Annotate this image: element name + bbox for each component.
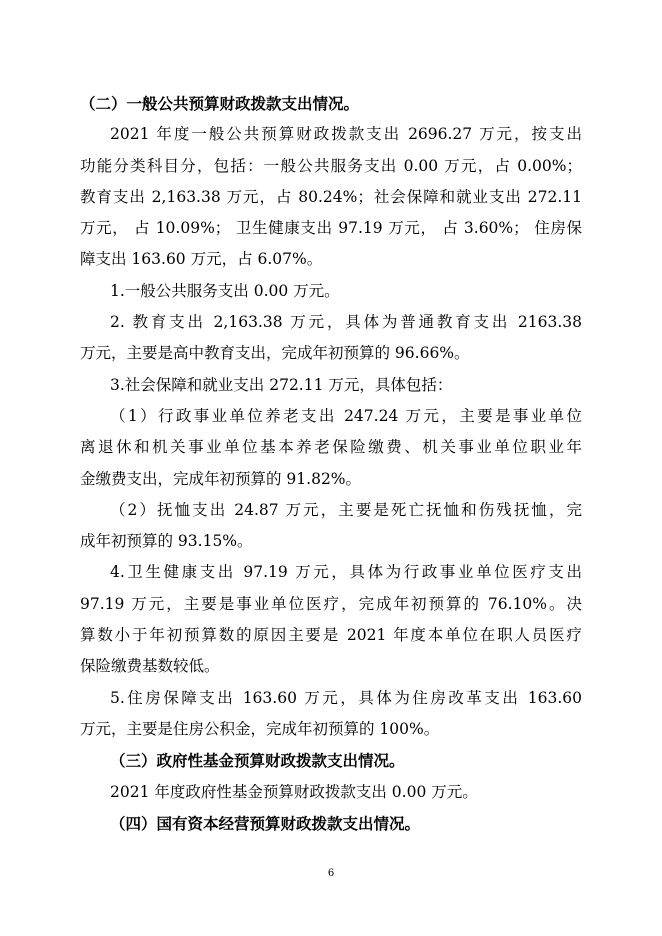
item-health bbox=[80, 557, 582, 682]
text-line: 2. 教育支出 2,163.38 万元，具体为普通教育支出 2163.38 bbox=[110, 313, 582, 332]
text-line: 4.卫生健康支出 97.19 万元，具体为行政事业单位医疗支出 bbox=[110, 563, 582, 582]
text-line: 万元，主要是高中教育支出，完成年初预算的 96.66%。 bbox=[80, 344, 470, 363]
section-heading-state-capital-expenditure: （四）国有资本经营预算财政拨款支出情况。 bbox=[110, 813, 421, 833]
text-line: 万元，主要是住房公积金，完成年初预算的 100%。 bbox=[80, 719, 440, 738]
paragraph-general-budget-summary bbox=[80, 119, 582, 275]
page-number: 6 bbox=[327, 868, 335, 879]
item-social-security: 3.社会保障和就业支出 272.11 万元，具体包括： bbox=[110, 375, 453, 394]
text-line: 保险缴费基数较低。 bbox=[80, 657, 220, 676]
text-line: 成年初预算的 93.15%。 bbox=[80, 532, 253, 551]
text-line: 金缴费支出，完成年初预算的 91.82%。 bbox=[80, 469, 362, 488]
section-heading-general-budget-expenditure: （二）一般公共预算财政拨款支出情况。 bbox=[80, 94, 360, 113]
item-education bbox=[80, 307, 582, 370]
text-line: 算数小于年初预算数的原因主要是 2021 年度本单位在职人员医疗 bbox=[80, 626, 582, 645]
text-line: 离退休和机关事业单位基本养老保险缴费、机关事业单位职业年 bbox=[80, 438, 582, 457]
paragraph-government-fund: 2021 年度政府性基金预算财政拨款支出 0.00 万元。 bbox=[110, 782, 478, 801]
text-line: 2021 年度一般公共预算财政拨款支出 2696.27 万元，按支出 bbox=[110, 125, 582, 144]
document-body bbox=[80, 88, 582, 839]
text-line: （2）抚恤支出 24.87 万元，主要是死亡抚恤和伤残抚恤，完 bbox=[110, 500, 582, 519]
text-line: 障支出 163.60 万元，占 6.07%。 bbox=[80, 250, 323, 269]
text-line: 97.19 万元，主要是事业单位医疗，完成年初预算的 76.10%。决 bbox=[80, 594, 582, 613]
text-line: （1）行政事业单位养老支出 247.24 万元，主要是事业单位 bbox=[110, 406, 582, 425]
subitem-pension bbox=[80, 401, 582, 495]
text-line: 万元， 占 10.09%； 卫生健康支出 97.19 万元， 占 3.60%； 住房保 bbox=[80, 219, 582, 238]
section-heading-government-fund-expenditure: （三）政府性基金预算财政拨款支出情况。 bbox=[110, 751, 405, 771]
text-line: 5.住房保障支出 163.60 万元，具体为住房改革支出 163.60 bbox=[110, 688, 582, 707]
text-line: 教育支出 2,163.38 万元，占 80.24%；社会保障和就业支出 272.11 bbox=[80, 187, 582, 206]
item-general-public-services: 1.一般公共服务支出 0.00 万元。 bbox=[110, 281, 340, 300]
text-line: 功能分类科目分，包括：一般公共服务支出 0.00 万元，占 0.00%； bbox=[80, 156, 582, 175]
item-housing bbox=[80, 683, 582, 746]
subitem-relief bbox=[80, 495, 582, 558]
